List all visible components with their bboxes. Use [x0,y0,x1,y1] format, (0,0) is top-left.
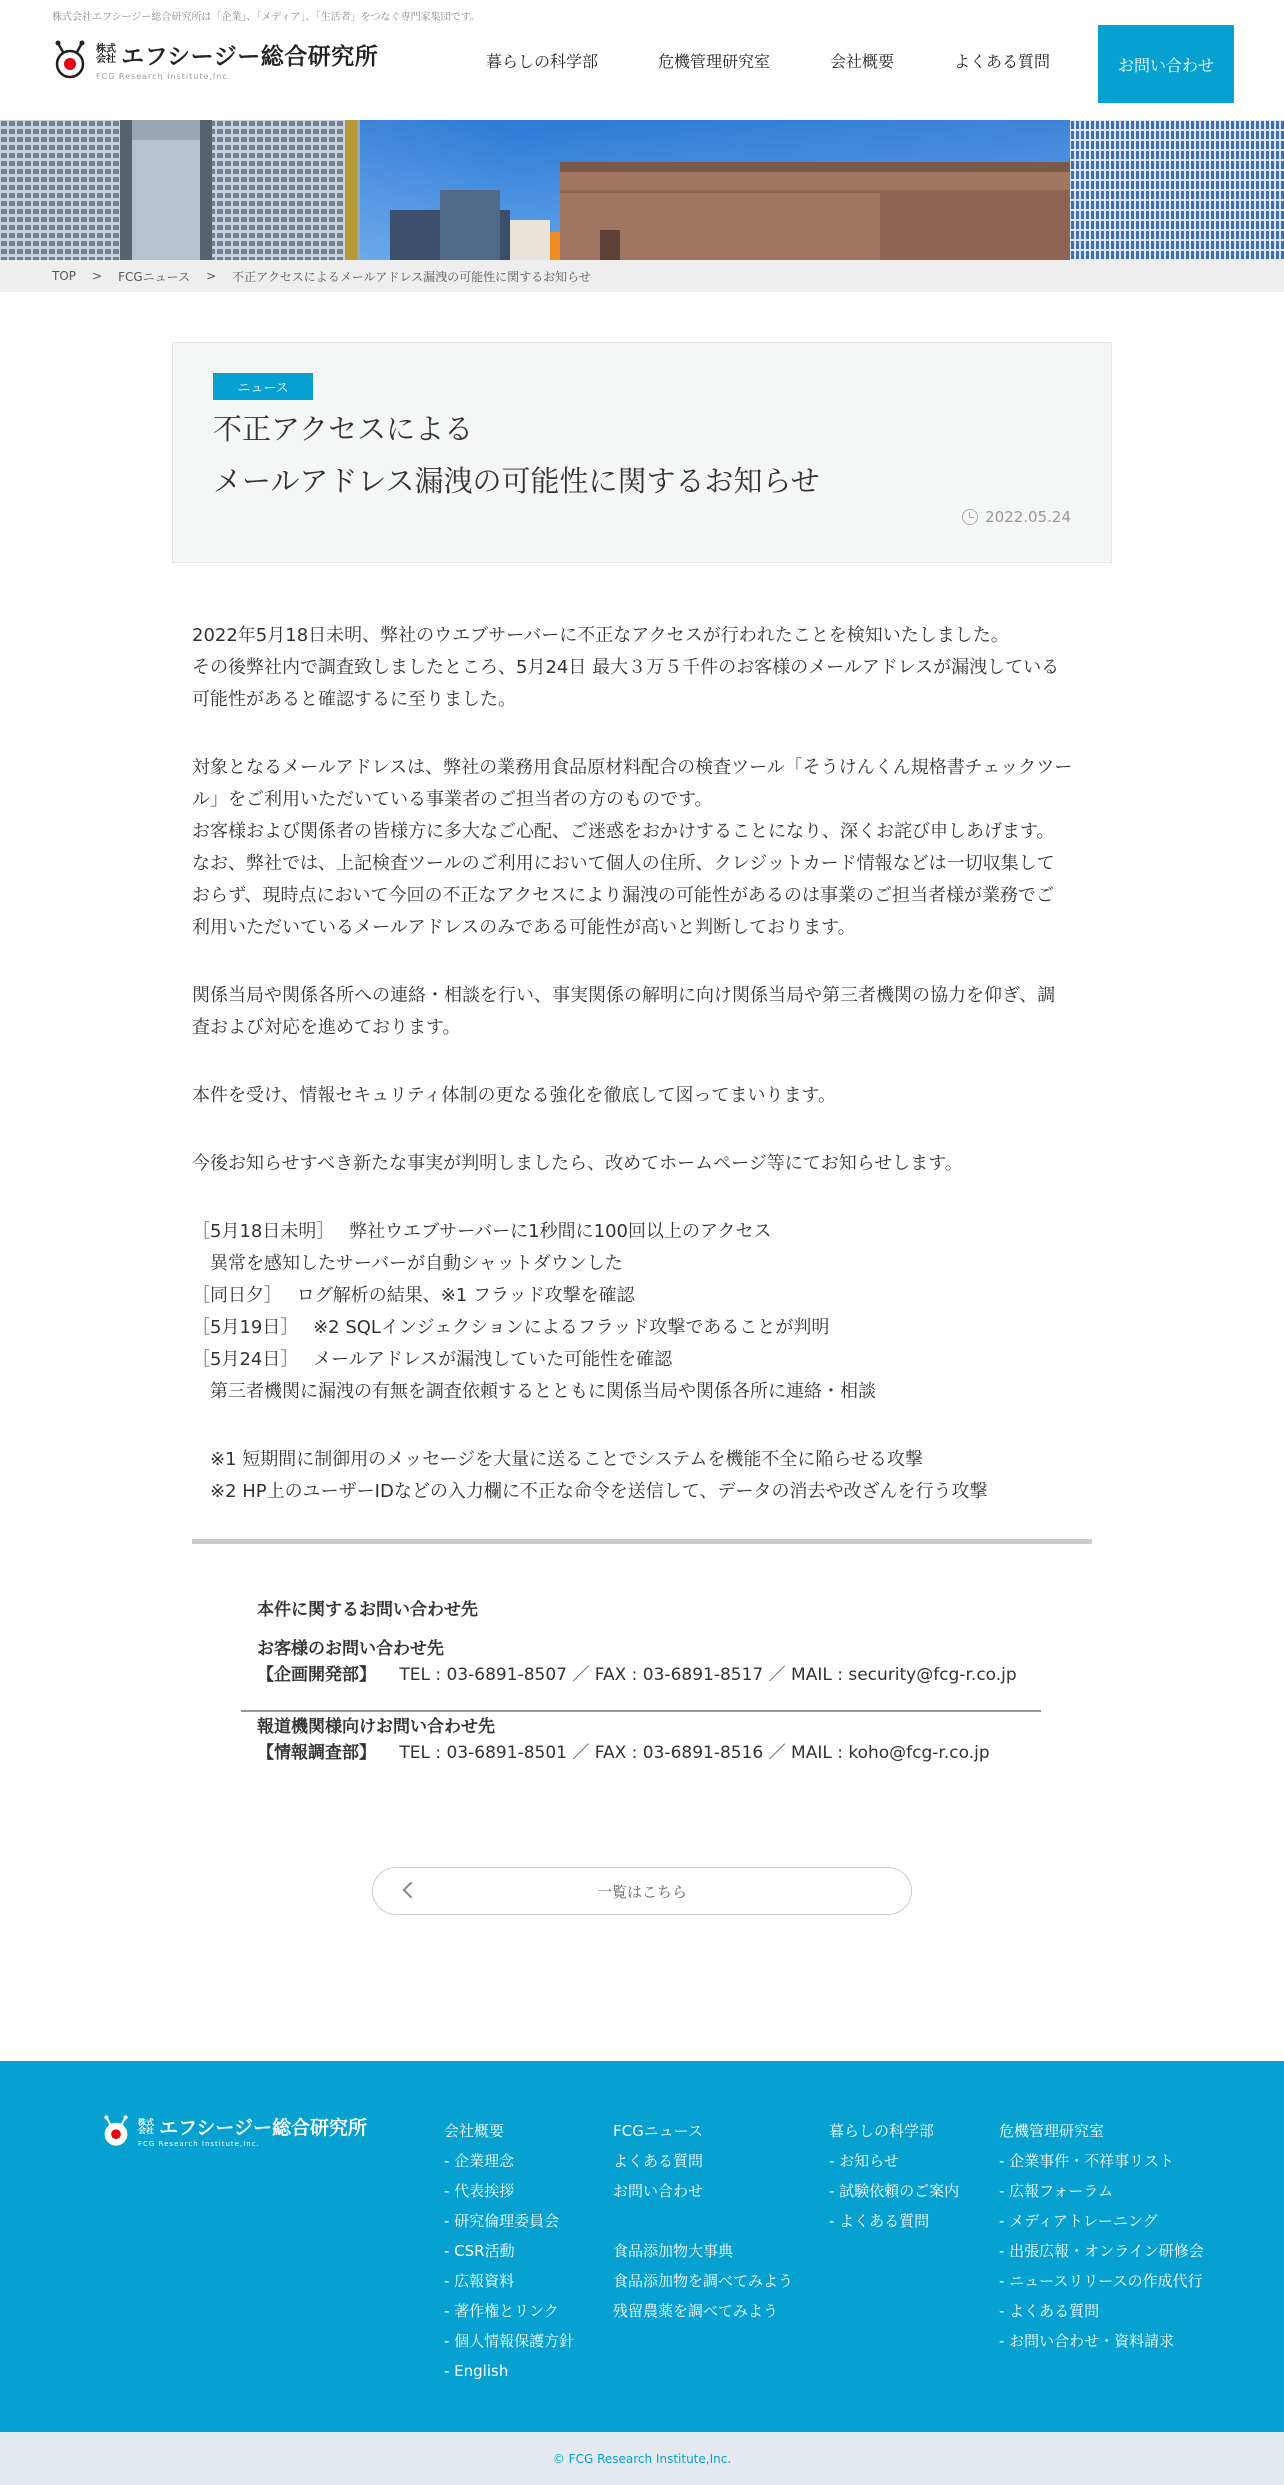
body-line: ル」をご利用いただいている事業者のご担当者の方のものです。 [192,789,713,810]
breadcrumb-top[interactable]: TOP [52,269,77,283]
nav-company[interactable]: 会社概要 [829,51,894,71]
footer-col-kurashi [829,2116,959,2236]
footer-link[interactable]: お問い合わせ [613,2182,704,2200]
footer-link[interactable]: - メディアトレーニング [999,2212,1158,2230]
body-line: なお、弊社では、上記検査ツールのご利用において個人の住所、クレジットカード情報などは一切収集して [192,853,1055,874]
page-title-line2: メールアドレス漏洩の可能性に関するお知らせ [213,464,820,498]
article-body [192,620,1092,1508]
customer-contact-info: TEL : 03-6891-8507 ／ FAX : 03-6891-8517 ／ MAIL : security@fcg-r.co.jp [399,1665,1017,1685]
copyright: © FCG Research Institute,Inc. [0,2432,1284,2485]
chevron-left-icon [403,1882,420,1899]
hero-buildings [0,120,1284,260]
logo-company-name: エフシージー総合研究所 [121,44,379,70]
tagline: 株式会社エフシージー総合研究所は「企業」、「メディア」、「生活者」をつなぐ専門家集団です。 [52,12,480,23]
body-line: 本件を受け、情報セキュリティ体制の更なる強化を徹底して図ってまいります。 [192,1085,837,1106]
body-line: その後弊社内で調査致しましたところ、5月24日 最大３万５千件のお客様のメールアドレスが漏洩している [192,657,1060,678]
body-line: 2022年5月18日未明、弊社のウエブサーバーに不正なアクセスが行われたことを検知いたしました。 [192,625,1009,646]
article-header [172,342,1112,563]
breadcrumb-sep: > [206,269,217,283]
footer-link[interactable]: - 個人情報保護方針 [444,2332,575,2350]
press-contact-info: TEL : 03-6891-8501 ／ FAX : 03-6891-8516 ／ MAIL : koho@fcg-r.co.jp [399,1743,990,1763]
site-logo[interactable] [50,38,378,81]
breadcrumb-news[interactable]: FCGニュース [118,269,191,284]
publish-date-text: 2022.05.24 [985,508,1071,526]
footer-link[interactable]: FCGニュース [613,2122,703,2140]
hero-image [0,120,1284,260]
footer-link[interactable]: 暮らしの科学部 [829,2122,935,2140]
contact-divider [241,1710,1041,1712]
footer-link[interactable]: - CSR活動 [444,2242,515,2260]
footer-logo-kk: 株式会社 [138,2117,154,2135]
site-header [0,0,1284,120]
page-title-line1: 不正アクセスによる [213,412,474,446]
contact-button[interactable]: お問い合わせ [1098,25,1234,103]
body-line: お客様および関係者の皆様方に多大なご心配、ご迷惑をおかけすることになり、深くお詫び申しあげます。 [192,821,1055,842]
footer-link[interactable]: 食品添加物を調べてみよう [613,2272,794,2290]
footer-link[interactable]: - 広報フォーラム [999,2182,1114,2200]
footer-link[interactable]: - よくある質問 [829,2212,930,2230]
press-dept: 【情報調査部】 [257,1743,376,1763]
footer-col-news [613,2116,793,2326]
customer-contact-heading: お客様のお問い合わせ先 [257,1639,444,1659]
footer-link[interactable]: - 試験依頼のご案内 [829,2182,960,2200]
footer-logo-mark-icon [100,2114,132,2148]
press-contact-line [257,1740,1043,1766]
footer-link[interactable]: - English [444,2362,509,2380]
customer-contact-line [257,1662,1043,1688]
timeline-line: ［5月24日］ メールアドレスが漏洩していた可能性を確認 [192,1349,673,1370]
footer-link[interactable]: 食品添加物大事典 [613,2242,734,2260]
logo-subtitle: FCG Research Institute,Inc. [96,72,232,81]
logo-mark-icon [50,40,90,80]
footer-logo-name: エフシージー総合研究所 [159,2117,367,2139]
clock-icon [962,509,978,525]
footer-logo-sub: FCG Research Institute,Inc. [138,2140,260,2148]
footer-link[interactable]: 危機管理研究室 [999,2122,1105,2140]
note-line: ※2 HP上のユーザーIDなどの入力欄に不正な命令を送信して、データの消去や改ざんを行う攻撃 [192,1481,988,1502]
footer-link[interactable]: - 研究倫理委員会 [444,2212,560,2230]
footer-link[interactable]: - ニュースリリースの作成代行 [999,2272,1203,2290]
note-line: ※1 短期間に制御用のメッセージを大量に送ることでシステムを機能不全に陥らせる攻撃 [192,1449,923,1470]
footer-link[interactable]: 残留農薬を調べてみよう [613,2302,779,2320]
timeline-line: ［5月18日未明］ 弊社ウエブサーバーに1秒間に100回以上のアクセス [192,1221,772,1242]
footer-link[interactable]: - 広報資料 [444,2272,515,2290]
logo-kabushikigaisha: 株式会社 [96,43,116,65]
nav-kiki[interactable]: 危機管理研究室 [657,51,770,71]
site-footer [0,2061,1284,2432]
contact-heading: 本件に関するお問い合わせ先 [257,1600,478,1620]
footer-link[interactable]: - 出張広報・オンライン研修会 [999,2242,1204,2260]
body-line: 関係当局や関係各所への連絡・相談を行い、事実関係の解明に向け関係当局や第三者機関の協力を仰ぎ、調 [192,985,1056,1006]
footer-link[interactable]: - 企業理念 [444,2152,515,2170]
timeline-line: ［5月19日］ ※2 SQLインジェクションによるフラッド攻撃であることが判明 [192,1317,830,1338]
body-line: 利用いただいているメールアドレスのみである可能性が高いと判断しております。 [192,917,856,938]
nav-faq[interactable]: よくある質問 [953,51,1050,71]
global-nav [456,0,1234,120]
footer-link[interactable]: - 著作権とリンク [444,2302,559,2320]
back-to-list-label: 一覧はこちら [596,1882,687,1901]
contact-section [257,1597,1043,1766]
body-line: 今後お知らせすべき新たな事実が判明しましたら、改めてホームページ等にてお知らせします。 [192,1153,963,1174]
footer-link[interactable]: - 企業事件・不祥事リスト [999,2152,1174,2170]
publish-date [962,508,1071,526]
timeline-line: 異常を感知したサーバーが自動シャットダウンした [192,1253,623,1274]
breadcrumb-current: 不正アクセスによるメールアドレス漏洩の可能性に関するお知らせ [232,269,591,284]
footer-link[interactable]: 会社概要 [444,2122,505,2140]
footer-link[interactable]: - お知らせ [829,2152,899,2170]
press-contact-heading: 報道機関様向けお問い合わせ先 [257,1717,495,1737]
footer-col-kiki [999,2116,1204,2356]
body-line: 対象となるメールアドレスは、弊社の業務用食品原材料配合の検査ツール「そうけんくん規格書チェックツー [192,757,1073,778]
category-badge: ニュース [213,373,313,400]
breadcrumb [0,260,1284,292]
timeline-line: 第三者機関に漏洩の有無を調査依頼するとともに関係当局や関係各所に連絡・相談 [192,1381,876,1402]
footer-link[interactable]: よくある質問 [613,2152,704,2170]
nav-kurashi[interactable]: 暮らしの科学部 [485,51,598,71]
footer-col-company [444,2116,574,2386]
section-divider [192,1539,1092,1544]
footer-link[interactable]: - お問い合わせ・資料請求 [999,2332,1175,2350]
footer-logo[interactable] [100,2113,367,2148]
body-line: おらず、現時点において今回の不正なアクセスにより漏洩の可能性があるのは事業のご担当者様が業務でご [192,885,1055,906]
back-to-list-button[interactable] [372,1867,912,1915]
footer-link[interactable]: - よくある質問 [999,2302,1100,2320]
footer-link[interactable]: - 代表挨拶 [444,2182,515,2200]
logo-text [96,38,378,81]
customer-dept: 【企画開発部】 [257,1665,376,1685]
body-line: 査および対応を進めております。 [192,1017,461,1038]
body-line: 可能性があると確認するに至りました。 [192,689,516,710]
breadcrumb-sep: > [92,269,103,283]
timeline-line: ［同日夕］ ログ解析の結果、※1 フラッド攻撃を確認 [192,1285,635,1306]
